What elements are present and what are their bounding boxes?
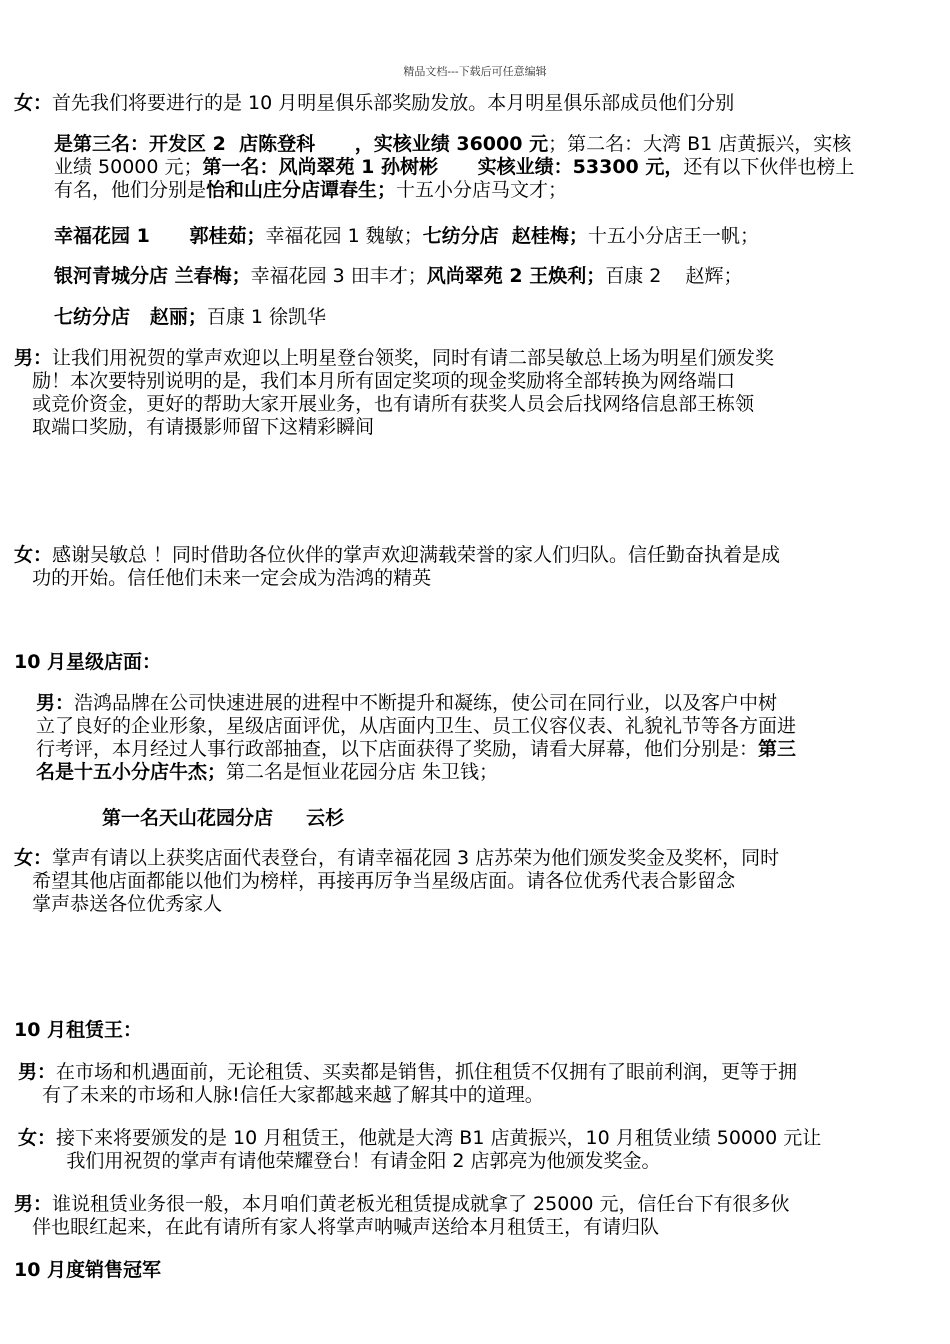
text: 掌声有请以上获奖店面代表登台，有请幸福花园 3 店苏荣为他们颁发奖金及奖杯，同时	[52, 847, 780, 869]
bold-text: 男：	[14, 347, 53, 369]
paragraph-line	[18, 1084, 544, 1107]
bold-text: 男：	[18, 1061, 57, 1083]
bold-text: 男：	[36, 692, 75, 714]
paragraph-line	[14, 1193, 790, 1216]
paragraph-line	[18, 1061, 797, 1084]
text: 第二名是恒业花园分店 朱卫钱；	[226, 761, 499, 783]
text: 感谢吴敏总 ！同时借助各位伙伴的掌声欢迎满载荣誉的家人们归队。信任勤奋执着是成	[52, 544, 781, 566]
paragraph-line	[54, 133, 851, 156]
paragraph-line	[14, 1216, 659, 1239]
text: 有了未来的市场和人脉!信任大家都越来越了解其中的道理。	[18, 1084, 544, 1106]
paragraph-line	[14, 1019, 142, 1042]
text: 首先我们将要进行的是 10 月明星俱乐部奖励发放。本月明星俱乐部成员他们分别	[52, 92, 735, 114]
text: 让我们用祝贺的掌声欢迎以上明星登台领奖，同时有请二部吴敏总上场为明星们颁发奖	[52, 347, 775, 369]
text: 百康 2 赵辉；	[605, 265, 743, 287]
bold-text: 第一名天山花园分店 云杉	[102, 807, 345, 829]
bold-text: 女：	[14, 847, 53, 869]
bold-text: 第三	[758, 738, 797, 760]
text: 幸福花园 3 田丰才；	[250, 265, 427, 287]
paragraph-line	[14, 567, 431, 590]
text: 浩鸿品牌在公司快速进展的进程中不断提升和凝练，使公司在同行业，以及客户中树	[74, 692, 778, 714]
bold-text: 第一名：风尚翠苑 1 孙树彬 实核业绩：53300 元，	[202, 156, 684, 178]
text: 我们用祝贺的掌声有请他荣耀登台！有请金阳 2 店郭亮为他颁发奖金。	[18, 1150, 661, 1172]
bold-text: 名是十五小分店牛杰；	[36, 761, 227, 783]
paragraph-line	[14, 416, 374, 439]
paragraph-line	[14, 893, 222, 916]
paragraph-line	[54, 156, 854, 179]
paragraph-line	[36, 715, 796, 738]
bold-text: 怡和山庄分店谭春生；	[206, 179, 397, 201]
text: 在市场和机遇面前，无论租赁、买卖都是销售，抓住租赁不仅拥有了眼前利润，更等于拥	[56, 1061, 798, 1083]
bold-text: 女：	[14, 92, 53, 114]
text: 行考评，本月经过人事行政部抽查，以下店面获得了奖励，请看大屏幕，他们分别是：	[36, 738, 759, 760]
bold-text: 是第三名：开发区 2 店陈登科 ，实核业绩 36000 元	[54, 133, 549, 155]
bold-text: 10 月度销售冠军	[14, 1259, 162, 1281]
bold-text: 风尚翠苑 2 王焕利；	[426, 265, 606, 287]
text: 十五小分店马文才；	[396, 179, 568, 201]
paragraph-line	[54, 179, 567, 202]
text: 功的开始。信任他们未来一定会成为浩鸿的精英	[14, 567, 432, 589]
text: 业绩 50000 元；	[54, 156, 203, 178]
paragraph-line	[54, 265, 743, 288]
bold-text: 银河青城分店 兰春梅；	[54, 265, 251, 287]
text: 希望其他店面都能以他们为榜样，再接再厉争当星级店面。请各位优秀代表合影留念	[14, 870, 736, 892]
text: 或竞价资金，更好的帮助大家开展业务，也有请所有获奖人员会后找网络信息部王栋领	[14, 393, 755, 415]
text: 幸福花园 1 魏敏；	[265, 225, 423, 247]
text: 有名，他们分别是	[54, 179, 207, 201]
paragraph-line	[14, 870, 735, 893]
paragraph-line	[14, 1259, 161, 1282]
text: 伴也眼红起来，在此有请所有家人将掌声呐喊声送给本月租赁王，有请归队	[14, 1216, 660, 1238]
bold-text: 男：	[14, 1193, 53, 1215]
page-header: 精品文档---下载后可任意编辑	[403, 65, 547, 78]
paragraph-line	[18, 1127, 821, 1150]
text: 还有以下伙伴也榜上	[683, 156, 855, 178]
paragraph-line	[18, 1150, 661, 1173]
text: 取端口奖励，有请摄影师留下这精彩瞬间	[14, 416, 375, 438]
paragraph-line	[54, 225, 759, 248]
text: 立了良好的企业形象，星级店面评优，从店面内卫生、员工仪容仪表、礼貌礼节等各方面进	[36, 715, 797, 737]
paragraph-line	[14, 92, 734, 115]
bold-text: 幸福花园 1 郭桂茹；	[54, 225, 266, 247]
text: 接下来将要颁发的是 10 月租赁王，他就是大湾 B1 店黄振兴，10 月租赁业绩 50000 元让	[56, 1127, 822, 1149]
text: 谁说租赁业务很一般，本月咱们黄老板光租赁提成就拿了 25000 元，信任台下有很多伙	[52, 1193, 790, 1215]
paragraph-line	[36, 692, 777, 715]
text: ；第二名：大湾 B1 店黄振兴，实核	[548, 133, 852, 155]
paragraph-line	[14, 544, 780, 567]
paragraph-line	[54, 306, 326, 329]
paragraph-line	[14, 347, 774, 370]
text: 励！本次要特别说明的是，我们本月所有固定奖项的现金奖励将全部转换为网络端口	[14, 370, 736, 392]
paragraph-line	[14, 651, 161, 674]
text: 百康 1 徐凯华	[206, 306, 327, 328]
bold-text: 10 月星级店面：	[14, 651, 162, 673]
text: 掌声恭送各位优秀家人	[14, 893, 223, 915]
text: 十五小分店王一帆；	[587, 225, 759, 247]
paragraph-line	[36, 761, 498, 784]
paragraph-line	[14, 847, 779, 870]
paragraph-line	[14, 370, 735, 393]
bold-text: 女：	[14, 544, 53, 566]
bold-text: 女：	[18, 1127, 57, 1149]
bold-text: 10 月租赁王：	[14, 1019, 143, 1041]
paragraph-line	[14, 393, 754, 416]
bold-text: 七纺分店 赵丽；	[54, 306, 207, 328]
paragraph-line	[102, 807, 344, 830]
paragraph-line	[36, 738, 796, 761]
bold-text: 七纺分店 赵桂梅；	[422, 225, 588, 247]
